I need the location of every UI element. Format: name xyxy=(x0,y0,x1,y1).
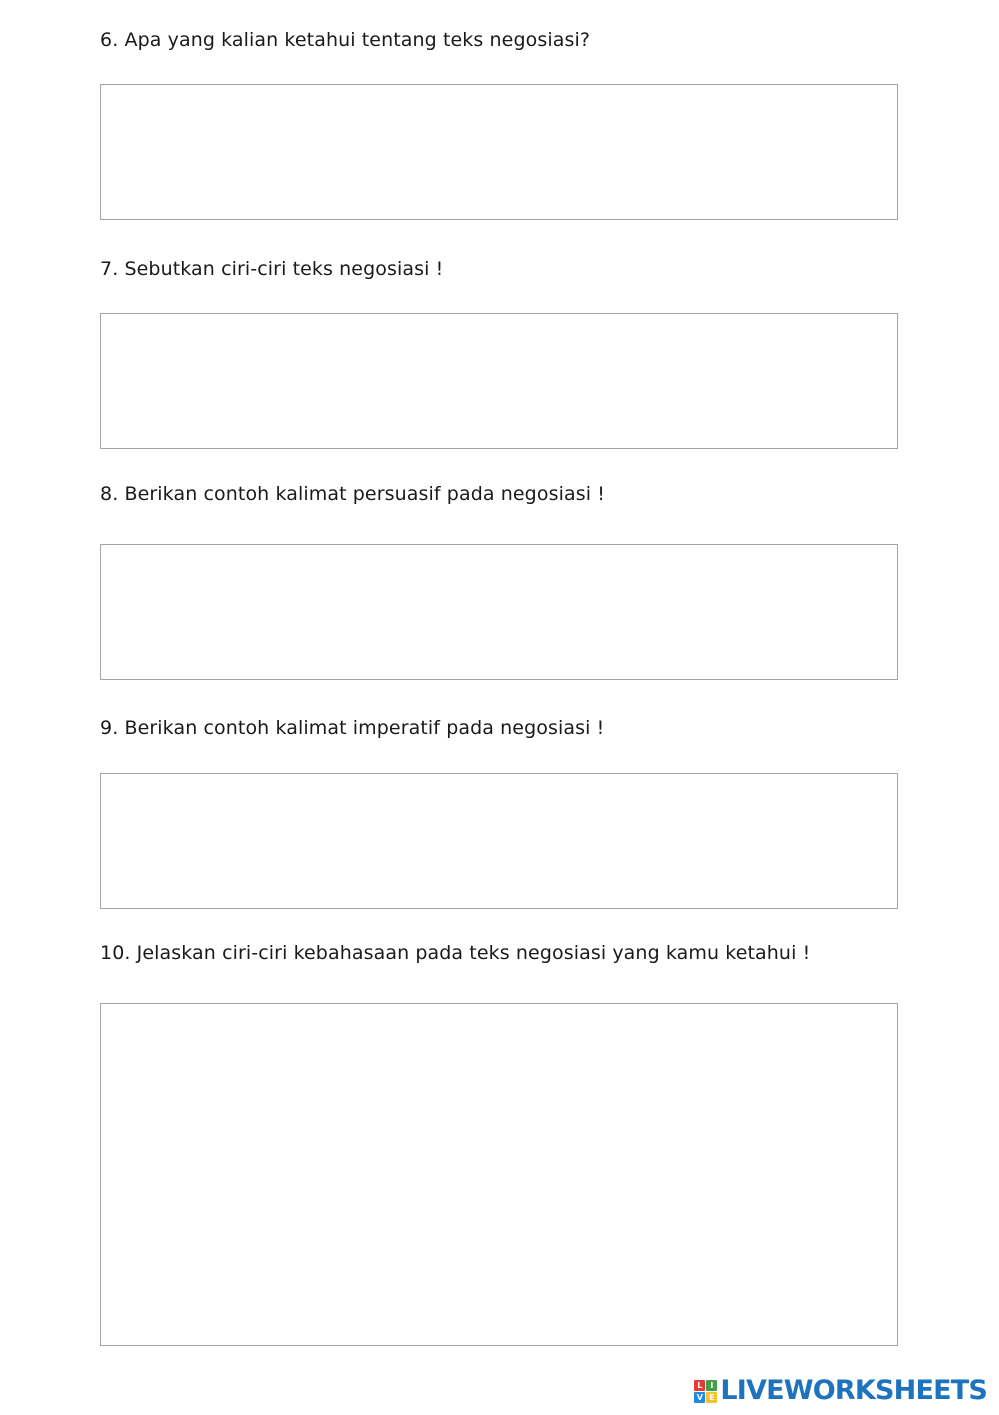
answer-box-9[interactable] xyxy=(100,773,898,909)
answer-box-7[interactable] xyxy=(100,313,898,449)
logo-tile-e: E xyxy=(706,1392,717,1403)
liveworksheets-brand xyxy=(694,1376,987,1406)
brand-name: LIVEWORKSHEETS xyxy=(720,1375,987,1406)
question-10-label: 10. Jelaskan ciri-ciri kebahasaan pada teks negosiasi yang kamu ketahui ! xyxy=(100,942,811,964)
logo-tile-v: V xyxy=(694,1392,705,1403)
logo-tile-l: L xyxy=(694,1380,705,1391)
liveworksheets-logo-icon xyxy=(694,1380,717,1403)
question-9-label: 9. Berikan contoh kalimat imperatif pada negosiasi ! xyxy=(100,717,605,739)
question-7-label: 7. Sebutkan ciri-ciri teks negosiasi ! xyxy=(100,258,444,280)
logo-tile-i: I xyxy=(706,1380,717,1391)
answer-box-10[interactable] xyxy=(100,1003,898,1346)
question-6-label: 6. Apa yang kalian ketahui tentang teks negosiasi? xyxy=(100,29,591,51)
question-8-label: 8. Berikan contoh kalimat persuasif pada negosiasi ! xyxy=(100,483,605,505)
answer-box-6[interactable] xyxy=(100,84,898,220)
answer-box-8[interactable] xyxy=(100,544,898,680)
